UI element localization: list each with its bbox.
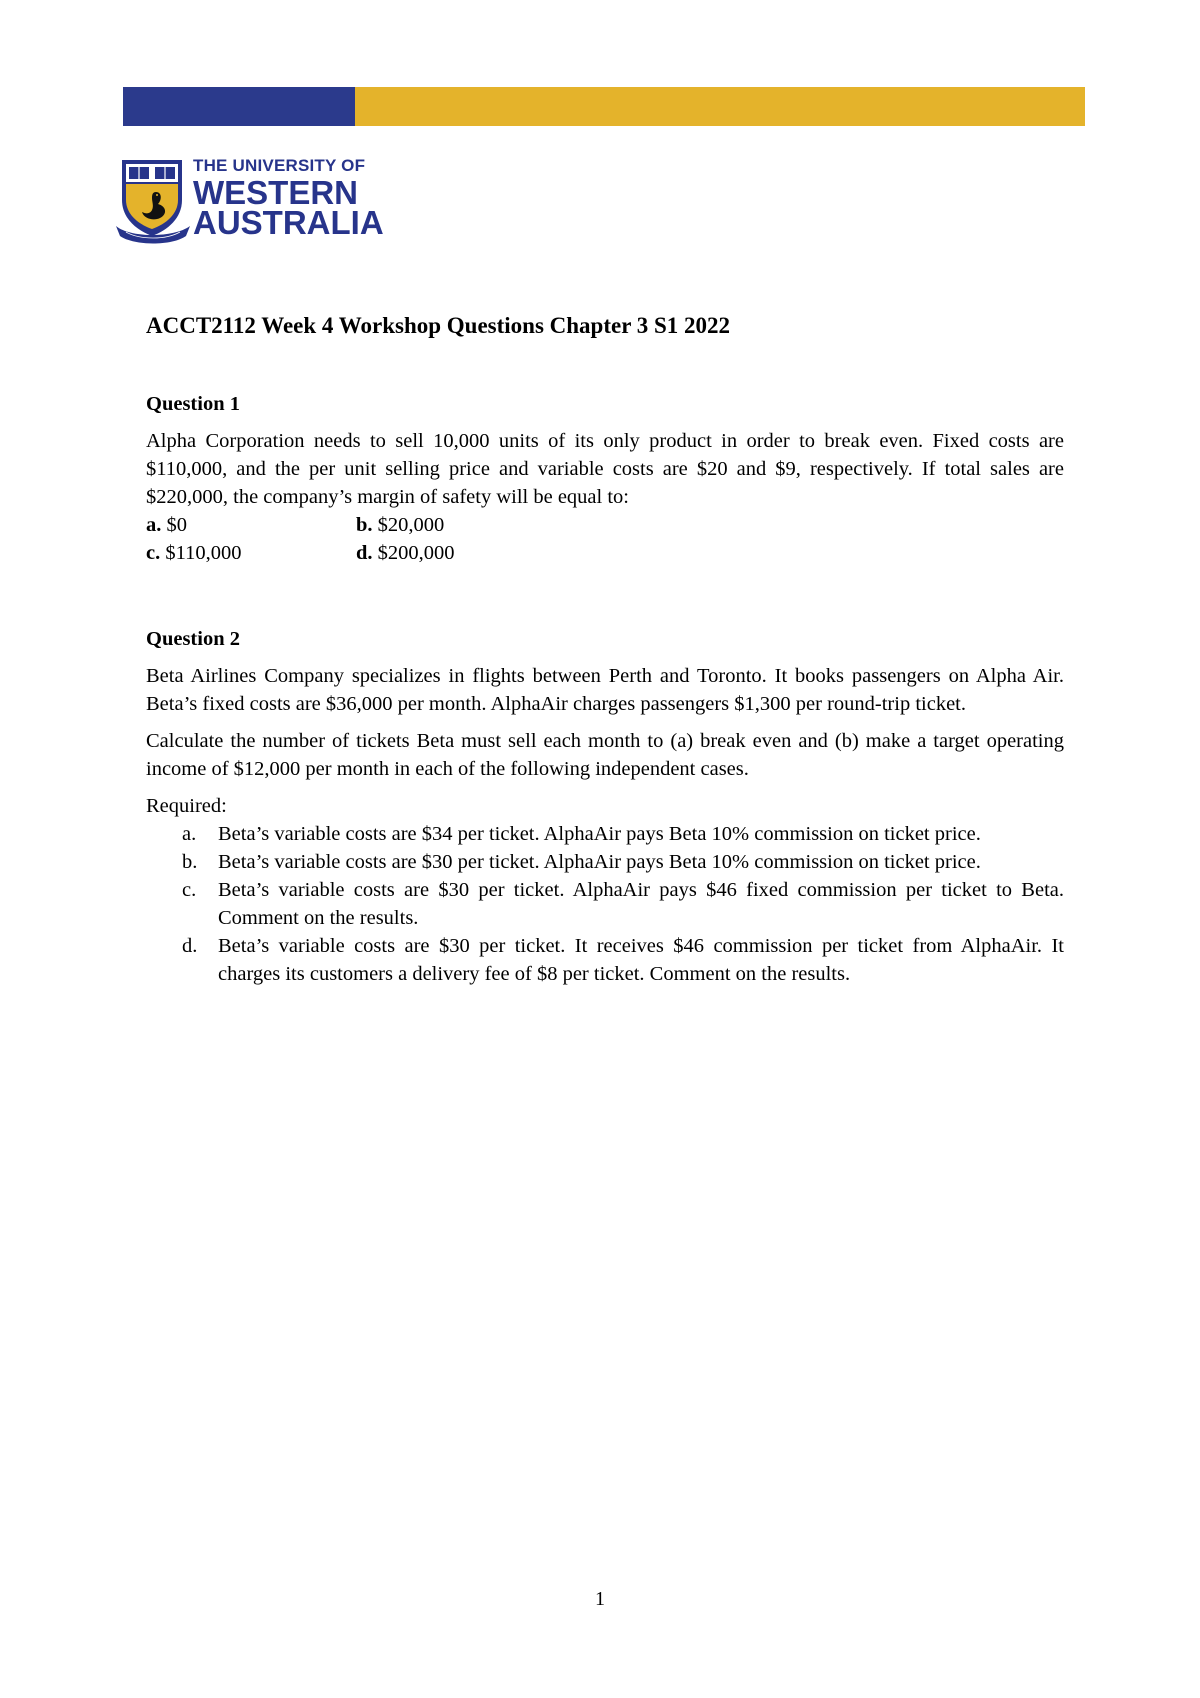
option-letter: a. [146,514,162,536]
option-value: $20,000 [377,514,445,536]
list-item [146,932,1064,988]
question-2-paragraph-2: Calculate the number of tickets Beta must sell each month to (a) break even and (b) make a target operating income of $12,000 per month in each of the following independent cases. [146,730,1064,780]
required-label: Required: [146,795,227,817]
list-item-letter: c. [182,879,197,901]
required-list [146,820,1064,988]
logo-wordmark [193,156,384,239]
university-logo [116,156,384,246]
option-value: $0 [166,514,187,536]
option-letter: d. [356,542,373,564]
header-bar-blue [123,87,355,126]
header-color-bar [123,87,1085,126]
header-bar-gold [355,87,1085,126]
list-item-letter: a. [182,823,197,845]
list-item-text: Beta’s variable costs are $34 per ticket. AlphaAir pays Beta 10% commission on ticket price. [218,823,981,845]
list-item-text: Beta’s variable costs are $30 per ticket. AlphaAir pays Beta 10% commission on ticket price. [218,851,981,873]
list-item [146,820,1064,848]
question-1-text: Alpha Corporation needs to sell 10,000 units of its only product in order to break even. Fixed costs are $110,000, and the per unit selling price and variable costs are $20 and $9, respectively. If total sales are $220,000, the company’s margin of safety will be equal to: [146,430,1064,508]
option-a [146,511,356,539]
question-1-heading: Question 1 [146,393,240,415]
list-item-letter: d. [182,935,198,957]
document-title: ACCT2112 Week 4 Workshop Questions Chapter 3 S1 2022 [146,313,731,338]
question-2-heading: Question 2 [146,628,240,650]
university-crest-icon [116,156,190,246]
list-item-letter: b. [182,851,198,873]
option-c [146,539,356,567]
logo-line-university-of: THE UNIVERSITY OF [193,156,366,175]
option-b [356,511,656,539]
page-number: 1 [595,1588,605,1610]
document-content [146,306,1064,988]
option-d [356,539,656,567]
logo-line-western: WESTERN [193,174,358,211]
list-item-text: Beta’s variable costs are $30 per ticket. AlphaAir pays $46 fixed commission per ticket to Beta. Comment on the results. [218,879,1064,929]
option-letter: b. [356,514,373,536]
list-item-text: Beta’s variable costs are $30 per ticket. It receives $46 commission per ticket from AlphaAir. It charges its customers a delivery fee of $8 per ticket. Comment on the results. [218,935,1064,985]
question-2-paragraph-1: Beta Airlines Company specializes in flights between Perth and Toronto. It books passengers on Alpha Air. Beta’s fixed costs are $36,000 per month. AlphaAir charges passengers $1,300 per round-trip ticket. [146,665,1064,715]
list-item [146,876,1064,932]
option-value: $110,000 [165,542,242,564]
logo-line-australia: AUSTRALIA [193,204,384,241]
option-letter: c. [146,542,161,564]
option-value: $200,000 [377,542,455,564]
question-1-options [146,511,1064,567]
list-item [146,848,1064,876]
